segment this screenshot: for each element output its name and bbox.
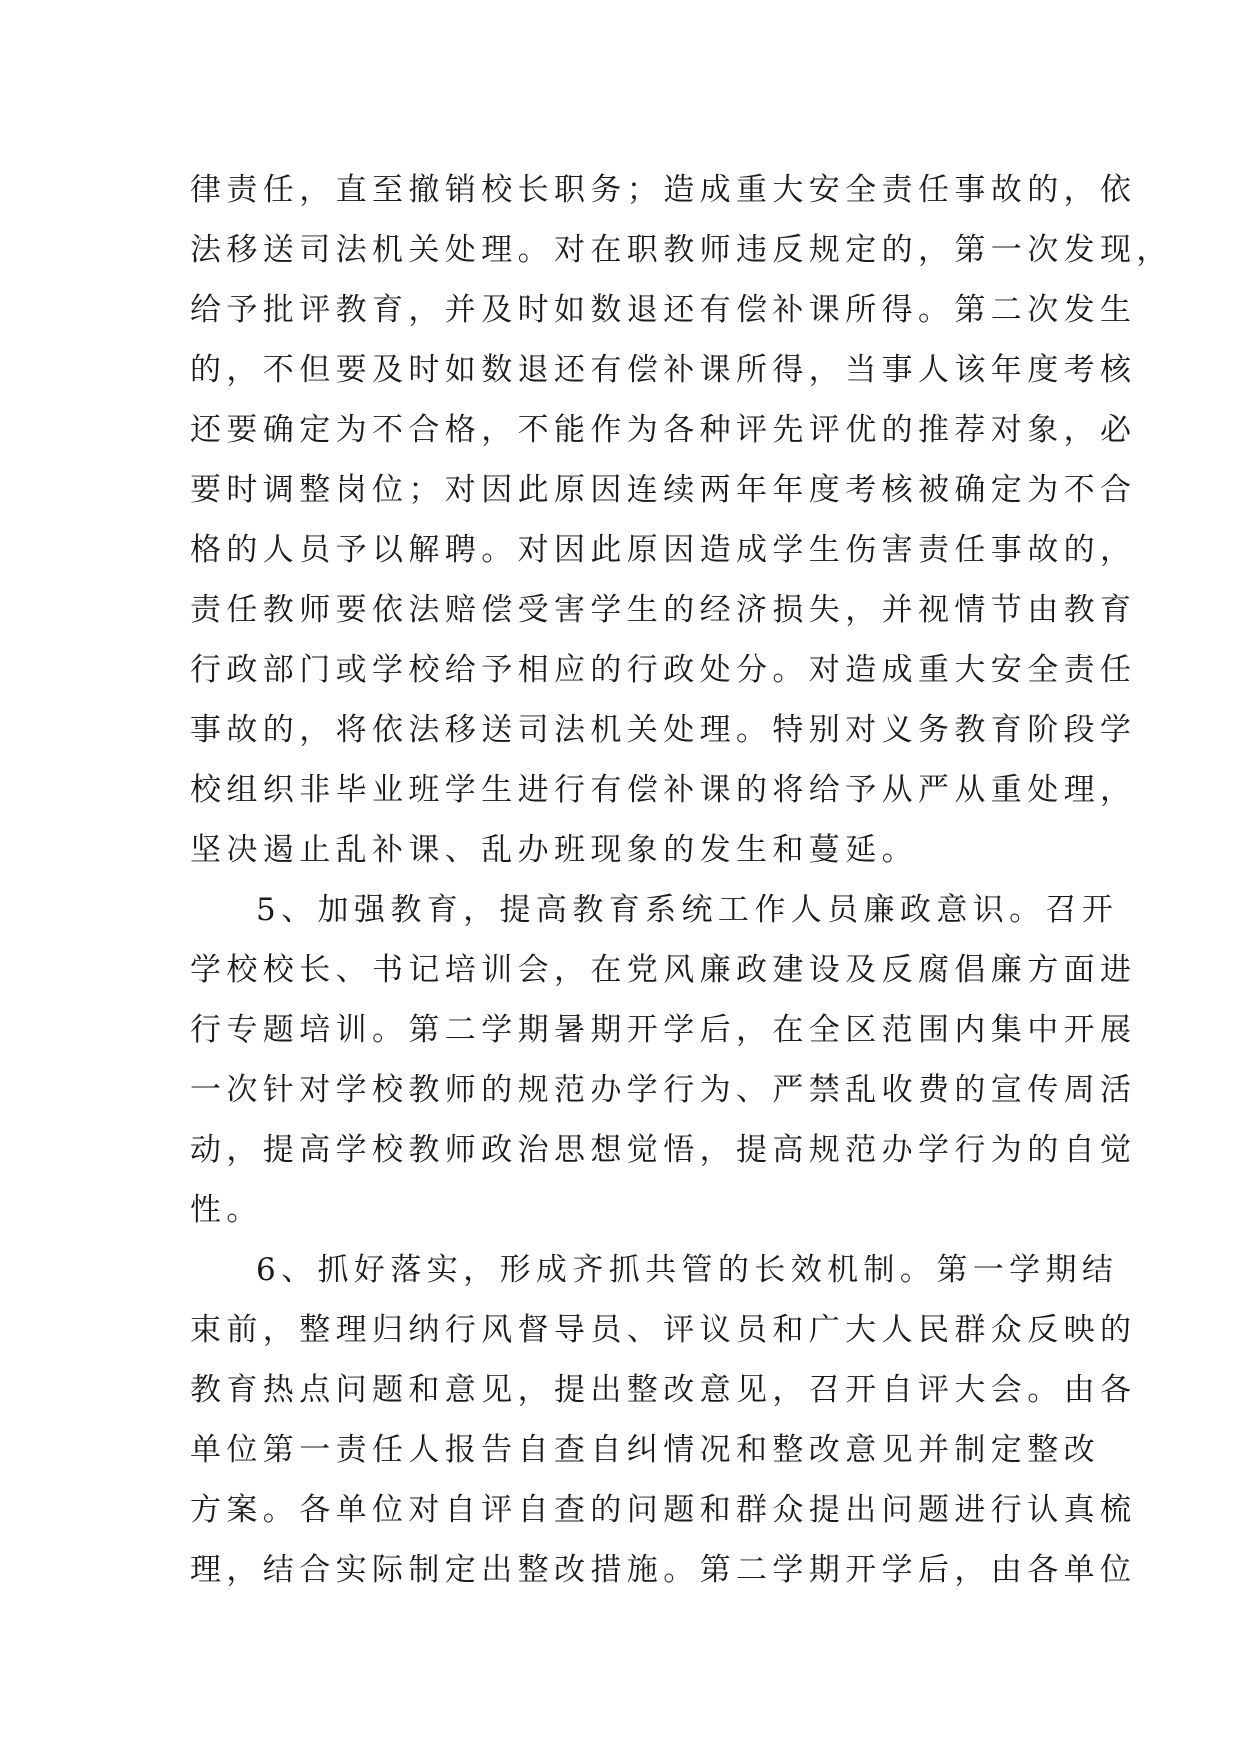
text-line: 性。 <box>190 1192 263 1228</box>
text-line: 法移送司法机关处理。对在职教师违反规定的，第一次发现， <box>190 232 1173 268</box>
text-line: 校组织非毕业班学生进行有偿补课的将给予从严从重处理， <box>190 772 1137 808</box>
text-line: 6、抓好落实，形成齐抓共管的长效机制。第一学期结 <box>256 1252 1119 1288</box>
text-line: 坚决遏止乱补课、乱办班现象的发生和蔓延。 <box>190 832 918 868</box>
text-line: 事故的，将依法移送司法机关处理。特别对义务教育阶段学 <box>190 712 1137 748</box>
text-line: 学校校长、书记培训会，在党风廉政建设及反腐倡廉方面进 <box>190 952 1137 988</box>
text-line: 教育热点问题和意见，提出整改意见，召开自评大会。由各 <box>190 1372 1137 1408</box>
text-line: 一次针对学校教师的规范办学行为、严禁乱收费的宣传周活 <box>190 1072 1137 1108</box>
text-line: 单位第一责任人报告自查自纠情况和整改意见并制定整改 <box>190 1432 1100 1468</box>
paragraph-1 <box>190 160 1173 880</box>
text-line: 方案。各单位对自评自查的问题和群众提出问题进行认真梳 <box>190 1492 1137 1528</box>
text-line: 理，结合实际制定出整改措施。第二学期开学后，由各单位 <box>190 1552 1137 1588</box>
text-line: 要时调整岗位；对因此原因连续两年年度考核被确定为不合 <box>190 472 1137 508</box>
text-line: 行专题培训。第二学期暑期开学后，在全区范围内集中开展 <box>190 1012 1137 1048</box>
text-line: 的，不但要及时如数退还有偿补课所得，当事人该年度考核 <box>190 352 1137 388</box>
text-line: 还要确定为不合格，不能作为各种评先评优的推荐对象，必 <box>190 412 1137 448</box>
text-line: 行政部门或学校给予相应的行政处分。对造成重大安全责任 <box>190 652 1137 688</box>
text-line: 动，提高学校教师政治思想觉悟，提高规范办学行为的自觉 <box>190 1132 1137 1168</box>
paragraph-3 <box>190 1240 1137 1600</box>
text-line: 格的人员予以解聘。对因此原因造成学生伤害责任事故的， <box>190 532 1137 568</box>
document-body <box>190 160 1173 1600</box>
text-line: 给予批评教育，并及时如数退还有偿补课所得。第二次发生 <box>190 292 1137 328</box>
text-line: 责任教师要依法赔偿受害学生的经济损失，并视情节由教育 <box>190 592 1137 628</box>
text-line: 5、加强教育，提高教育系统工作人员廉政意识。召开 <box>256 892 1119 928</box>
text-line: 律责任，直至撤销校长职务；造成重大安全责任事故的，依 <box>190 172 1137 208</box>
paragraph-2 <box>190 880 1137 1240</box>
text-line: 束前，整理归纳行风督导员、评议员和广大人民群众反映的 <box>190 1312 1137 1348</box>
